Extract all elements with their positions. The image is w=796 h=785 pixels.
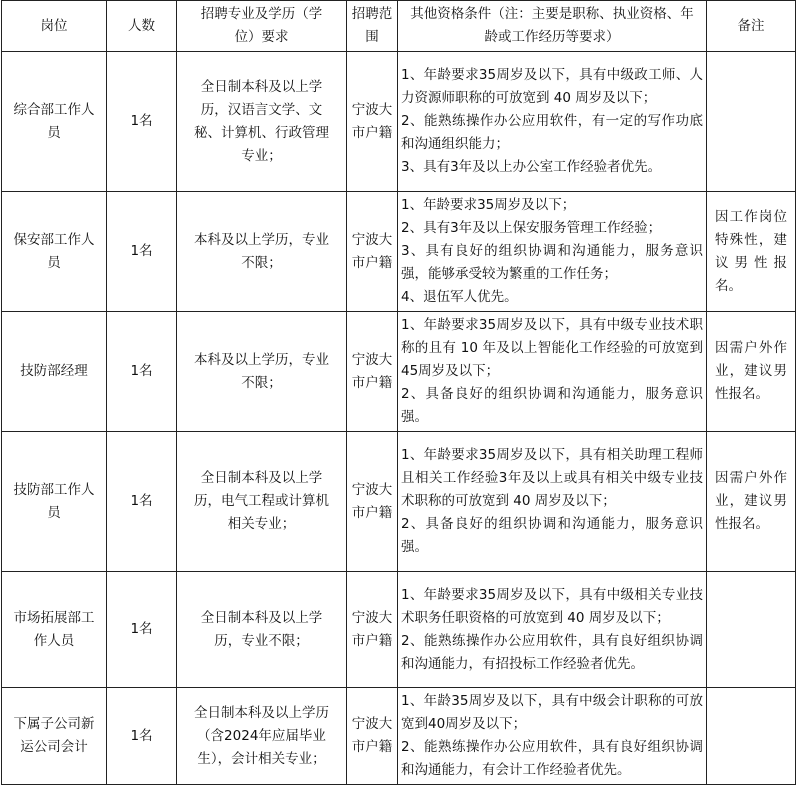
cell-position: 技防部经理 [2,312,107,432]
cell-scope: 宁波大市户籍 [347,192,398,312]
cell-education: 全日制本科及以上学历，汉语言文学、文秘、计算机、行政管理专业； [177,52,347,192]
cell-count: 1名 [107,52,177,192]
cell-count: 1名 [107,432,177,572]
table-row [2,312,796,432]
condition-item: 4、退伍军人优先。 [401,289,518,305]
condition-item: 2、能熟练操作办公应用软件，有一定的写作功底和沟通组织能力； [401,113,703,152]
cell-position: 下属子公司新运公司会计 [2,688,107,785]
cell-conditions [398,432,707,572]
header-count: 人数 [107,1,177,52]
condition-item: 3、具有良好的组织协调和沟通能力，服务意识强，能够承受较为繁重的工作任务； [401,243,703,282]
cell-position: 保安部工作人员 [2,192,107,312]
condition-item: 1、年龄要求35周岁及以下； [401,197,576,213]
cell-scope: 宁波大市户籍 [347,52,398,192]
cell-education: 全日制本科及以上学历（含2024年应届毕业生），会计相关专业； [177,688,347,785]
condition-item: 1、年龄35周岁及以下，具有中级会计职称的可放宽到40周岁及以下； [401,693,703,732]
cell-remark [707,572,796,688]
cell-position: 市场拓展部工作人员 [2,572,107,688]
header-remark: 备注 [707,1,796,52]
table-row [2,572,796,688]
condition-item: 1、年龄要求35周岁及以下，具有中级相关专业技术职务任职资格的可放宽到 40 周岁及以下； [401,586,703,626]
cell-count: 1名 [107,312,177,432]
header-row [2,1,796,52]
condition-item: 1、年龄要求35周岁及以下，具有中级专业技术职称的且有 10 年及以上智能化工作经验的可放宽到45周岁及以下； [401,317,703,379]
cell-scope: 宁波大市户籍 [347,312,398,432]
header-scope: 招聘范围 [347,1,398,52]
condition-item: 1、年龄要求35周岁及以下，具有相关助理工程师且相关工作经验3年及以上或具有相关中级专业技术职称的可放宽到 40 周岁及以下； [401,447,703,509]
cell-conditions [398,52,707,192]
cell-scope: 宁波大市户籍 [347,432,398,572]
header-education: 招聘专业及学历（学位）要求 [177,1,347,52]
cell-education: 全日制本科及以上学历，专业不限； [177,572,347,688]
cell-remark: 因工作岗位特殊性，建议男性报名。 [707,192,796,312]
cell-education: 全日制本科及以上学历，电气工程或计算机相关专业； [177,432,347,572]
condition-item: 2、具备良好的组织协调和沟通能力，服务意识强。 [401,516,703,555]
cell-scope: 宁波大市户籍 [347,572,398,688]
cell-remark [707,688,796,785]
header-position: 岗位 [2,1,107,52]
cell-position: 综合部工作人员 [2,52,107,192]
cell-count: 1名 [107,192,177,312]
table-row [2,192,796,312]
condition-item: 2、具有3年及以上保安服务管理工作经验； [401,220,662,236]
cell-conditions [398,572,707,688]
table-row [2,432,796,572]
condition-item: 2、能熟练操作办公应用软件，具有良好组织协调和沟通能力，有会计工作经验者优先。 [401,739,703,778]
condition-item: 2、能熟练操作办公应用软件，具有良好组织协调和沟通能力，有招投标工作经验者优先。 [401,632,703,672]
condition-item: 1、年龄要求35周岁及以下，具有中级政工师、人力资源师职称的可放宽到 40 周岁及以下； [401,67,703,106]
cell-count: 1名 [107,688,177,785]
condition-item: 3、具有3年及以上办公室工作经验者优先。 [401,159,662,175]
cell-remark [707,52,796,192]
cell-position: 技防部工作人员 [2,432,107,572]
cell-conditions [398,688,707,785]
cell-count: 1名 [107,572,177,688]
cell-scope: 宁波大市户籍 [347,688,398,785]
condition-item: 2、具备良好的组织协调和沟通能力，服务意识强。 [401,386,703,425]
cell-conditions [398,312,707,432]
cell-remark: 因需户外作业，建议男性报名。 [707,312,796,432]
header-conditions: 其他资格条件（注：主要是职称、执业资格、年龄或工作经历等要求） [398,1,707,52]
table-row [2,52,796,192]
cell-education: 本科及以上学历，专业不限； [177,192,347,312]
recruitment-table [1,0,796,785]
cell-education: 本科及以上学历，专业不限； [177,312,347,432]
table-row [2,688,796,785]
cell-conditions [398,192,707,312]
cell-remark: 因需户外作业，建议男性报名。 [707,432,796,572]
